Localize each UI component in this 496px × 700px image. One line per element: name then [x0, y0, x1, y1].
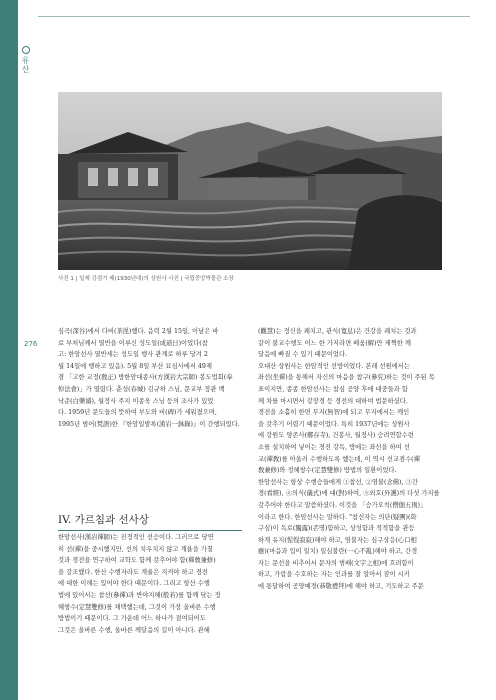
circle-bullet-icon — [22, 46, 30, 54]
text-line: 應)(마음과 입이 일치) 일심불란(一心不亂)해야 하고, 간경 — [258, 548, 418, 556]
text-line: 한암선사(漢岩禪師)는 진정적인 선승이다. 그러므로 당연 — [58, 534, 214, 541]
text-line: 하게 유지(惺惺寂寂)해야 하고, 염불자는 심구상응(心口相 — [258, 536, 417, 544]
text-line: 좌선(坐禪)을 통해서 자신의 마음을 참구(參究)하는 것이 주된 목 — [258, 374, 435, 382]
text-line: 敎兼修)와 정혜쌍수(定慧雙修) 방법의 일환이었다. — [258, 467, 397, 475]
text-line: (觀慧)는 정신을 쾌치고, 관식(寬息)은 건강을 쾌치는 것과 — [258, 328, 417, 335]
text-line: 구심)이 독로(獨露)(존명)함하고, 상성함과 적적함을 관등 — [258, 525, 415, 533]
text-line: 교(禪敎)를 아울러 수행하도록 했는데, 이 역시 선교겸수(禪 — [258, 455, 420, 463]
text-line: 한암선사는 항상 수행승들에게 ①참선, ②염불(念佛), ③간 — [258, 478, 418, 486]
text-line: 경전을 소홀히 한면 무지(無智)에 되고 무지에서는 깨인 — [258, 409, 410, 417]
left-column — [58, 326, 242, 430]
temple-photo-illustration — [58, 92, 442, 270]
text-line: 소를 설치하여 넣어는 경전 강독, 방에는 좌선을 하여 선 — [258, 443, 410, 451]
text-line: 경(看經), ④의식(儀式)에 대(對)하여, ⑤외호(外護)의 다섯 가지를 — [258, 490, 440, 498]
text-line: 히 선(禪)을 중시했지만, 선의 치우치지 않고 계율을 가칠 — [58, 545, 213, 553]
text-line: 겸 「고한 교정(敎正) 방한암대종사(方漢岩大宗師) 봉도법회(奉 — [58, 374, 233, 382]
text-line: 월 14일에 행하고 있음). 5월 8일 부산 묘심사에서 49재 — [58, 362, 212, 370]
text-line: 혜쌍수(定慧雙修)를 채택했는데, 그것이 가장 올바른 수행 — [58, 603, 216, 611]
text-line: 낙준(白樂濬), 월정사 주지 이종욱 스님 등의 조사가 있었 — [58, 397, 214, 405]
right-column — [258, 326, 442, 593]
section-heading — [58, 512, 242, 531]
text-line: 같이 불교수행도 어느 한 가지라면 배움(解)만 제쩍한 깨 — [258, 339, 411, 347]
header-rule — [38, 16, 470, 17]
page-number: 276 — [24, 340, 38, 348]
text-line: 방법이기 때문이다. 그 가운데 어느 하나가 결여되어도 — [58, 615, 206, 623]
section-title: IV. 가르침과 선사상 — [58, 514, 149, 526]
text-line: 다. 1959년 문도들의 뜻하여 부도와 비(碑)가 세워졌으며, — [58, 409, 217, 417]
side-band — [0, 16, 18, 700]
text-line: 이라고 한다. 한암선사는 말하다. "참선자는 의단(疑團)(화 — [258, 513, 417, 521]
text-line: 오대산 상원사는 한암적인 선방이었다. 본래 선원에서는 — [258, 362, 410, 370]
text-line: 것과 경전을 연구하여 교학도 함께 갖추어야 함(禪敎兼修) — [58, 557, 216, 565]
corner-tab — [0, 0, 18, 16]
historic-photo — [58, 92, 442, 270]
text-line: 에 대한 이해는 있어야 한다 때문이다. 그리고 항산 수행 — [58, 580, 210, 588]
side-section-label: 유산 — [21, 56, 30, 74]
text-line: 로 부처님께서 열반을 이루신 성도일(成道日)이었다(참 — [58, 339, 208, 347]
text-line: 께 차를 마시면서 강장경 등 경전의 대하여 법문하셨다. — [258, 397, 408, 405]
text-line: 갖추어야 한다고 말씀하셨다. 이것을 「승가오칙(僧伽五則)」 — [258, 501, 427, 509]
left-column-lower — [58, 532, 242, 636]
text-line: 하고, 가람을 수호하는 자는 인과를 잘 알아서 잠이 시키 — [258, 571, 410, 579]
text-line: 법에 있어서는 참선(參禪)과 반야지혜(般若)를 함께 닦는 정 — [58, 591, 221, 599]
text-line: 에 강원도 양존사(鄕存寺), 건봉사, 월정사) 승려연합수련 — [258, 432, 414, 440]
text-line: 달음에 빠질 수 있기 때문이었다. — [258, 351, 348, 359]
section-rule — [58, 530, 242, 531]
text-line: 표이지만, 종종 한암선사는 참심 공양 후에 대중들과 함 — [258, 385, 408, 393]
photo-caption: 사진 1 | 일제 강점기 때(1930년대)의 상원사 사진 | 국립중앙박물관 소장 — [58, 276, 234, 282]
text-line: 에 통달하여 공양예경(恭敬禮拜)에 해야 하고, 기도하고 주문 — [258, 583, 424, 591]
text-line: 자는 문선을 비추어서 문자의 범배(文字之相)에 흐려함이 — [258, 559, 414, 567]
text-line: 1995년 범어(梵語)한 『한암일발록(漢岩一鉢錄)』이 간행되었다. — [58, 420, 240, 428]
text-line: 을 강조했다. 한산 수행자라도 계율은 지켜야 하고 경전 — [58, 568, 208, 576]
text-line: 을 갖추기 어렵기 때문이었다. 특히 1937년에는 상원사 — [258, 420, 410, 428]
text-line: 그것은 올바른 수행, 올바른 깨달음의 길이 아니다. 관혜 — [58, 626, 210, 634]
text-line: 고: 한암선사 열반세는 성도일 행사 관계로 하루 당겨 2 — [58, 351, 208, 359]
text-line: 悼法會)」가 열렸다. 춘성(春城) 김규하 스님, 문교부 장관 백 — [58, 385, 225, 393]
text-line: 심곡(深谷)에서 다비(茶毘)했다. 음력 2월 15일, 이날은 바 — [58, 328, 219, 335]
side-section-marker — [18, 56, 36, 116]
